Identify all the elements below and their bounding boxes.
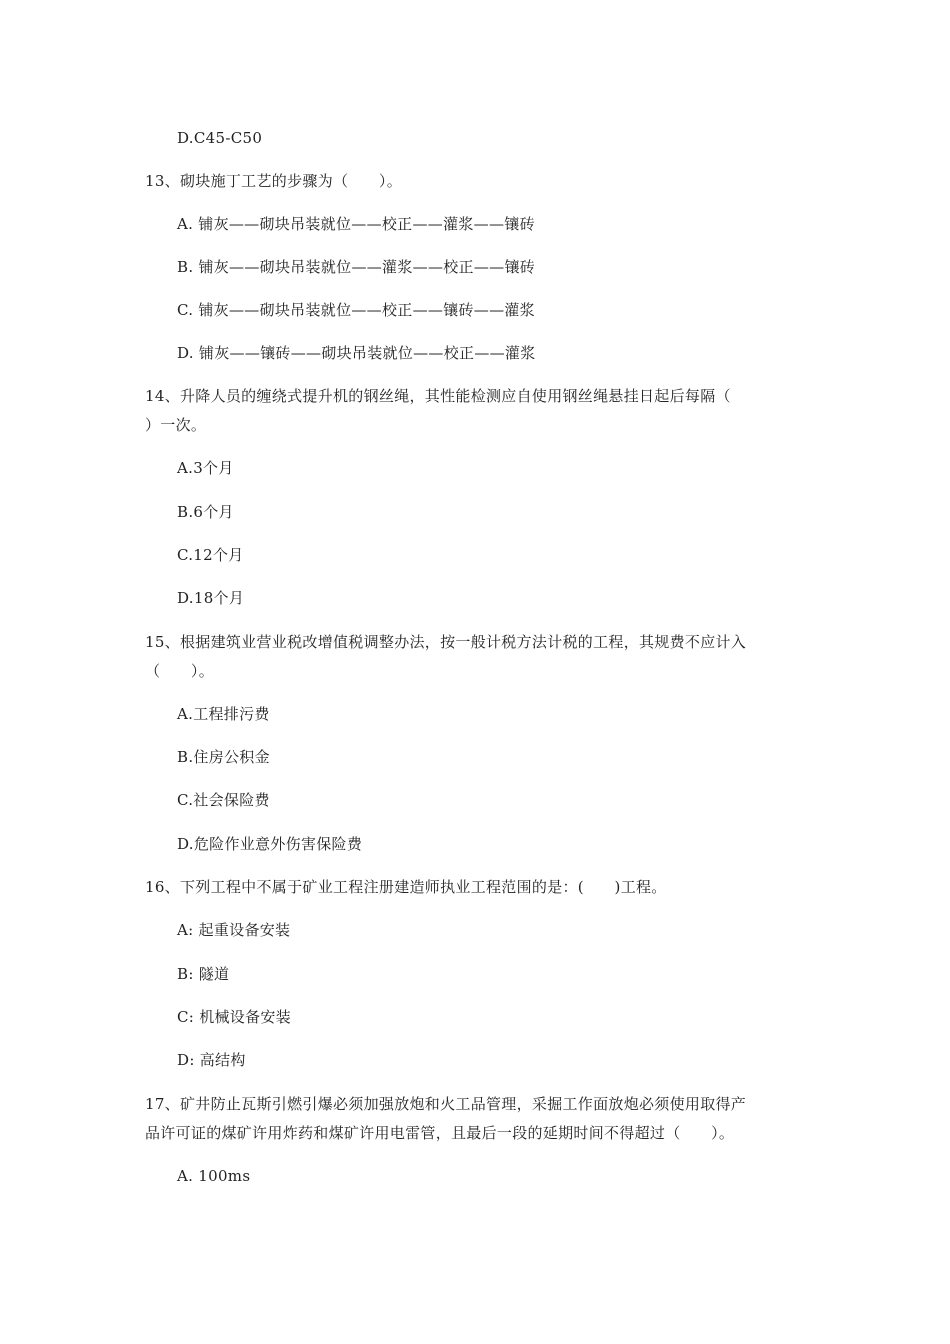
option-14-c: C.12个月 bbox=[177, 546, 244, 564]
question-15-text-cont: （ ）。 bbox=[145, 662, 215, 680]
question-17-text: 17、矿井防止瓦斯引燃引爆必须加强放炮和火工品管理，采掘工作面放炮必须使用取得产 bbox=[145, 1095, 747, 1113]
option-16-c: C: 机械设备安装 bbox=[177, 1008, 291, 1026]
option-15-a: A.工程排污费 bbox=[177, 705, 270, 723]
option-14-d: D.18个月 bbox=[177, 589, 245, 607]
question-14-text: 14、升降人员的缠绕式提升机的钢丝绳，其性能检测应自使用钢丝绳悬挂日起后每隔（ bbox=[145, 387, 731, 405]
option-13-c: C. 铺灰——砌块吊装就位——校正——镶砖——灌浆 bbox=[177, 301, 535, 319]
option-12-d: D.C45-C50 bbox=[177, 129, 263, 147]
question-13-text: 13、砌块施丁工艺的步骤为（ ）。 bbox=[145, 172, 402, 190]
option-15-b: B.住房公积金 bbox=[177, 748, 270, 766]
option-15-c: C.社会保险费 bbox=[177, 791, 270, 809]
option-13-d: D. 铺灰——镶砖——砌块吊装就位——校正——灌浆 bbox=[177, 344, 536, 362]
option-16-a: A: 起重设备安装 bbox=[177, 921, 291, 939]
question-16-text: 16、下列工程中不属于矿业工程注册建造师执业工程范围的是：( )工程。 bbox=[145, 878, 667, 896]
option-17-a: A. 100ms bbox=[177, 1167, 251, 1185]
question-14-text-cont: ）一次。 bbox=[145, 416, 207, 434]
question-15-text: 15、根据建筑业营业税改增值税调整办法，按一般计税方法计税的工程，其规费不应计入 bbox=[145, 633, 747, 651]
question-17-text-cont: 品许可证的煤矿许用炸药和煤矿许用电雷管，且最后一段的延期时间不得超过（ ）。 bbox=[145, 1124, 735, 1142]
option-16-b: B: 隧道 bbox=[177, 965, 230, 983]
option-14-b: B.6个月 bbox=[177, 503, 234, 521]
option-16-d: D: 高结构 bbox=[177, 1051, 246, 1069]
option-14-a: A.3个月 bbox=[177, 459, 234, 477]
option-13-b: B. 铺灰——砌块吊装就位——灌浆——校正——镶砖 bbox=[177, 258, 536, 276]
option-15-d: D.危险作业意外伤害保险费 bbox=[177, 835, 363, 853]
option-13-a: A. 铺灰——砌块吊装就位——校正——灌浆——镶砖 bbox=[177, 215, 535, 233]
